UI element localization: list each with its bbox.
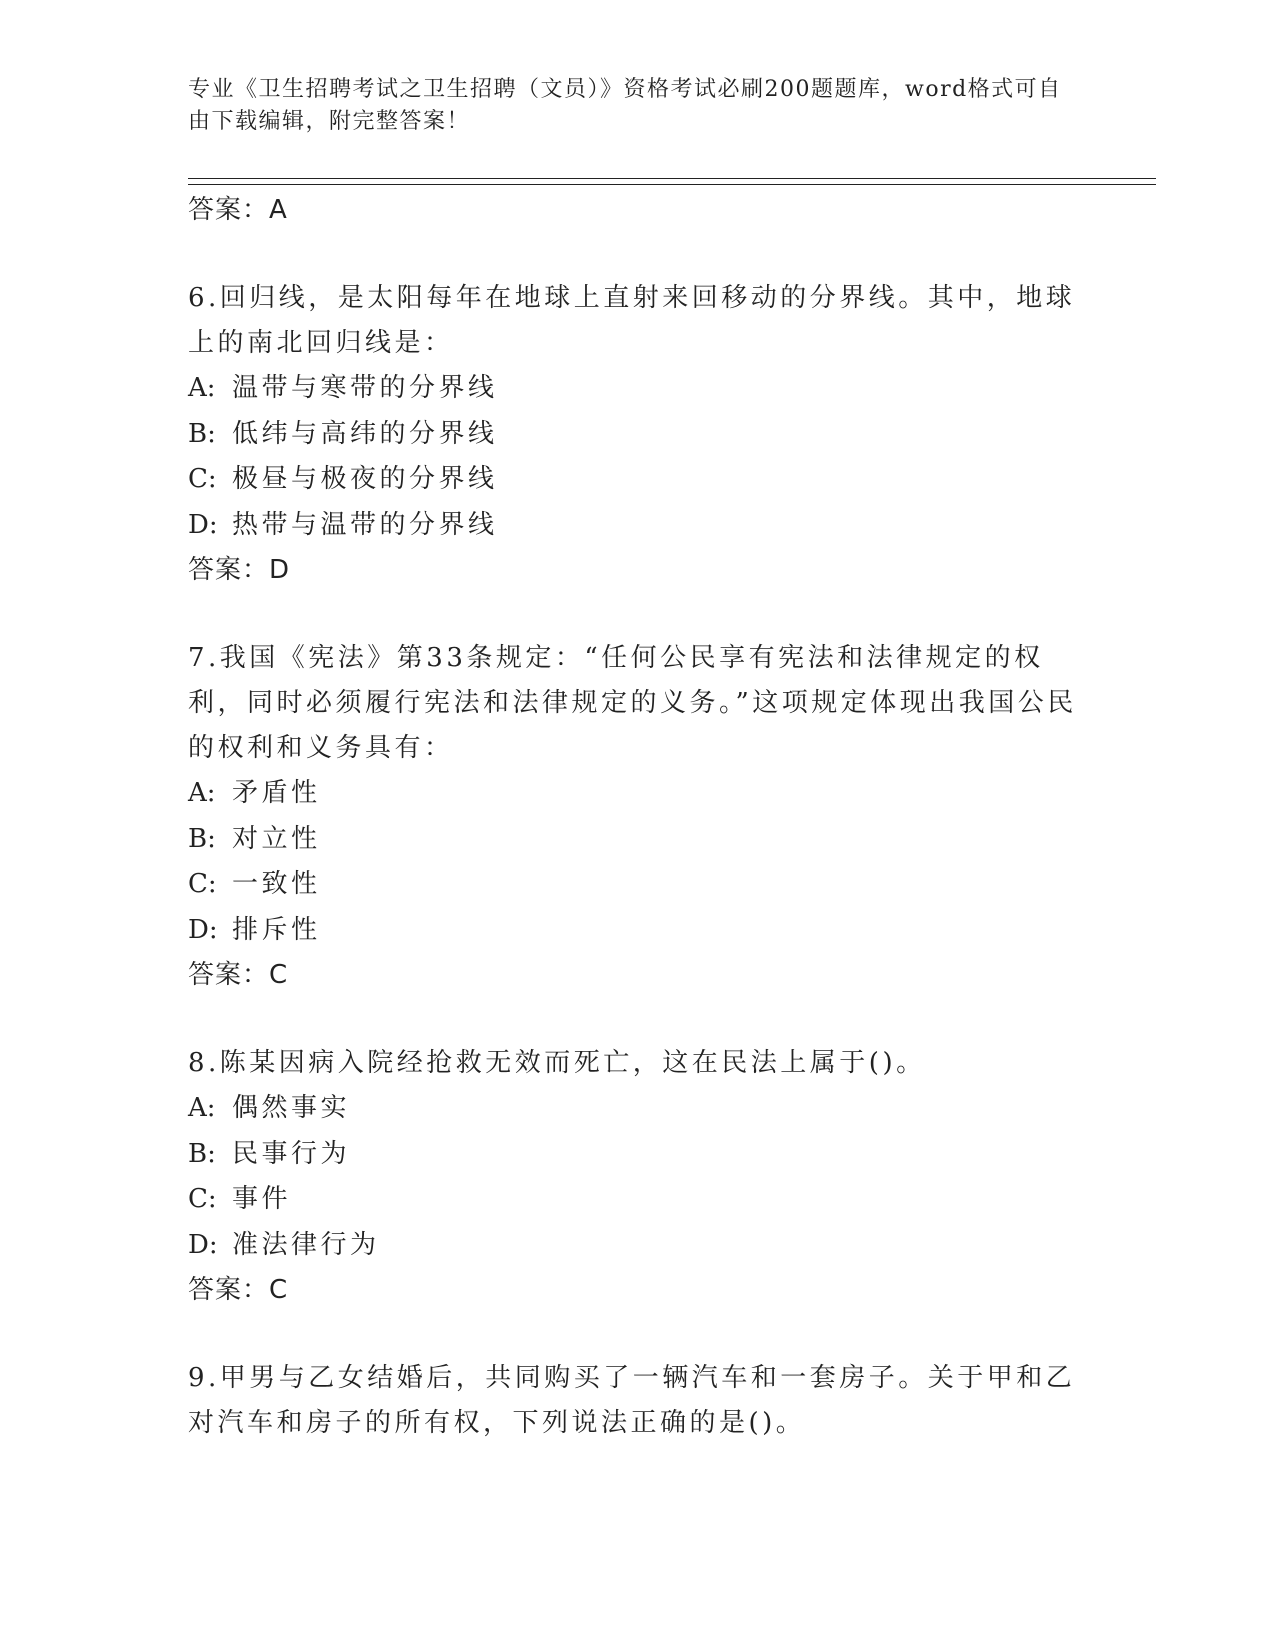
answer-line: 答案：C bbox=[188, 1275, 289, 1305]
option-text: 一致性 bbox=[232, 869, 321, 899]
question-9 bbox=[188, 1356, 1088, 1446]
option-letter: A: bbox=[188, 373, 216, 403]
question-8 bbox=[188, 1041, 1088, 1312]
option-c bbox=[188, 1177, 1088, 1223]
option-c bbox=[188, 457, 1088, 503]
option-b bbox=[188, 817, 1088, 863]
option-text: 准法律行为 bbox=[232, 1229, 380, 1260]
option-text: 热带与温带的分界线 bbox=[232, 509, 498, 540]
question-6 bbox=[188, 276, 1088, 592]
option-text: 对立性 bbox=[232, 823, 321, 854]
option-letter: C: bbox=[188, 464, 217, 494]
option-text: 偶然事实 bbox=[232, 1093, 351, 1123]
option-text: 低纬与高纬的分界线 bbox=[232, 418, 498, 449]
answer-line: 答案：C bbox=[188, 960, 289, 990]
header-divider bbox=[188, 178, 1156, 185]
option-letter: C: bbox=[188, 869, 217, 899]
option-letter: B: bbox=[188, 418, 216, 449]
question-stem: 6.回归线，是太阳每年在地球上直射来回移动的分界线。其中，地球上的南北回归线是： bbox=[188, 283, 1076, 358]
question-stem: 9.甲男与乙女结婚后，共同购买了一辆汽车和一套房子。关于甲和乙对汽车和房子的所有权，下列说法正确的是()。 bbox=[188, 1363, 1076, 1438]
option-c bbox=[188, 862, 1088, 908]
option-a bbox=[188, 1086, 1088, 1132]
option-text: 矛盾性 bbox=[232, 778, 321, 808]
question-7 bbox=[188, 636, 1088, 997]
question-stem: 7.我国《宪法》第33条规定：“任何公民享有宪法和法律规定的权利，同时必须履行宪法和法律规定的义务。”这项规定体现出我国公民的权利和义务具有： bbox=[188, 643, 1077, 763]
option-letter: B: bbox=[188, 1138, 216, 1169]
answer-line: 答案：A bbox=[188, 195, 288, 225]
question-stem: 8.陈某因病入院经抢救无效而死亡，这在民法上属于()。 bbox=[188, 1048, 926, 1078]
option-d bbox=[188, 503, 1088, 549]
option-a bbox=[188, 771, 1088, 817]
answer-line: 答案：D bbox=[188, 555, 291, 585]
option-a bbox=[188, 366, 1088, 412]
document-header: 专业《卫生招聘考试之卫生招聘（文员）》资格考试必刷200题题库，word格式可自由下载编辑，附完整答案！ bbox=[188, 77, 1062, 134]
option-letter: B: bbox=[188, 823, 216, 854]
option-b bbox=[188, 412, 1088, 458]
option-letter: D: bbox=[188, 1229, 218, 1260]
option-text: 极昼与极夜的分界线 bbox=[232, 464, 498, 494]
option-text: 事件 bbox=[232, 1184, 292, 1214]
option-letter: D: bbox=[188, 914, 218, 945]
option-letter: C: bbox=[188, 1184, 217, 1214]
option-letter: D: bbox=[188, 509, 218, 540]
option-letter: A: bbox=[188, 1093, 216, 1123]
option-d bbox=[188, 908, 1088, 954]
option-letter: A: bbox=[188, 778, 216, 808]
option-text: 温带与寒带的分界线 bbox=[232, 373, 498, 403]
document-body bbox=[188, 188, 1088, 1446]
option-b bbox=[188, 1132, 1088, 1178]
option-text: 民事行为 bbox=[232, 1138, 351, 1169]
option-d bbox=[188, 1223, 1088, 1269]
option-text: 排斥性 bbox=[232, 914, 321, 945]
